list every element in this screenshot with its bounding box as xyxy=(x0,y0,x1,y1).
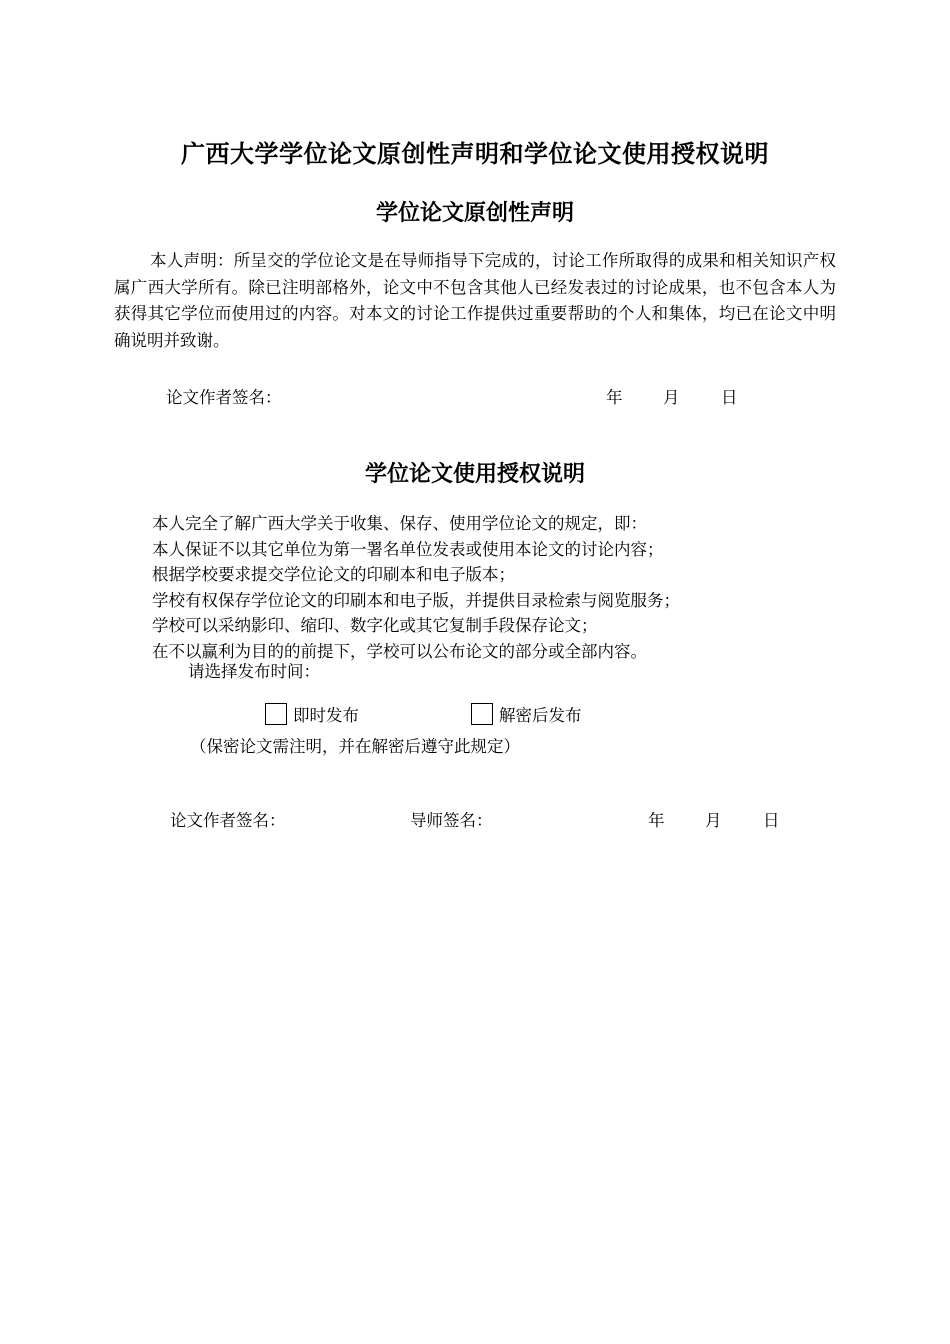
page-title: 广西大学学位论文原创性声明和学位论文使用授权说明 xyxy=(181,140,769,168)
release-after-declassify-label: 解密后发布 xyxy=(499,706,582,725)
authorization-line: 本人完全了解广西大学关于收集、保存、使用学位论文的规定，即： xyxy=(152,514,647,533)
author-signature-label: 论文作者签名： xyxy=(170,811,286,830)
author-signature-label: 论文作者签名： xyxy=(166,388,282,407)
authorization-line: 根据学校要求提交学位论文的印刷本和电子版本； xyxy=(152,565,515,585)
release-immediate-label: 即时发布 xyxy=(293,706,359,725)
authorization-section-title: 学位论文使用授权说明 xyxy=(364,462,585,487)
authorization-terms xyxy=(152,511,852,665)
release-after-declassify-checkbox[interactable] xyxy=(471,703,493,725)
authorization-line: 学校有权保存学位论文的印刷本和电子版，并提供目录检索与阅览服务； xyxy=(152,590,680,610)
month-label: 月 xyxy=(705,811,722,830)
confidential-note: （保密论文需注明，并在解密后遵守此规定） xyxy=(190,737,520,756)
day-label: 日 xyxy=(763,811,780,830)
supervisor-signature-label: 导师签名： xyxy=(410,811,493,830)
release-immediate-checkbox[interactable] xyxy=(265,703,287,725)
year-label: 年 xyxy=(606,388,623,407)
year-label: 年 xyxy=(648,811,665,830)
authorization-line: 学校可以采纳影印、缩印、数字化或其它复制手段保存论文； xyxy=(152,616,598,636)
authorization-line: 在不以赢利为目的的前提下，学校可以公布论文的部分或全部内容。 xyxy=(152,641,647,661)
choose-release-time-label: 请选择发布时间： xyxy=(188,662,320,681)
originality-declaration-text: 本人声明：所呈交的学位论文是在导师指导下完成的，讨论工作所取得的成果和相关知识产权属广西大学所有。除已注明部格外，论文中不包含其他人已经发表过的讨论成果，也不包含本人为获得其它学位而使用过的内容。对本文的讨论工作提供过重要帮助的个人和集体，均已在论文中明确说明并致谢。 xyxy=(114,251,836,350)
originality-section-title: 学位论文原创性声明 xyxy=(375,201,574,226)
release-after-declassify-option[interactable] xyxy=(471,697,582,725)
month-label: 月 xyxy=(663,388,680,407)
release-immediate-option[interactable] xyxy=(265,697,359,725)
authorization-line: 本人保证不以其它单位为第一署名单位发表或使用本论文的讨论内容； xyxy=(152,539,664,559)
day-label: 日 xyxy=(721,388,738,407)
